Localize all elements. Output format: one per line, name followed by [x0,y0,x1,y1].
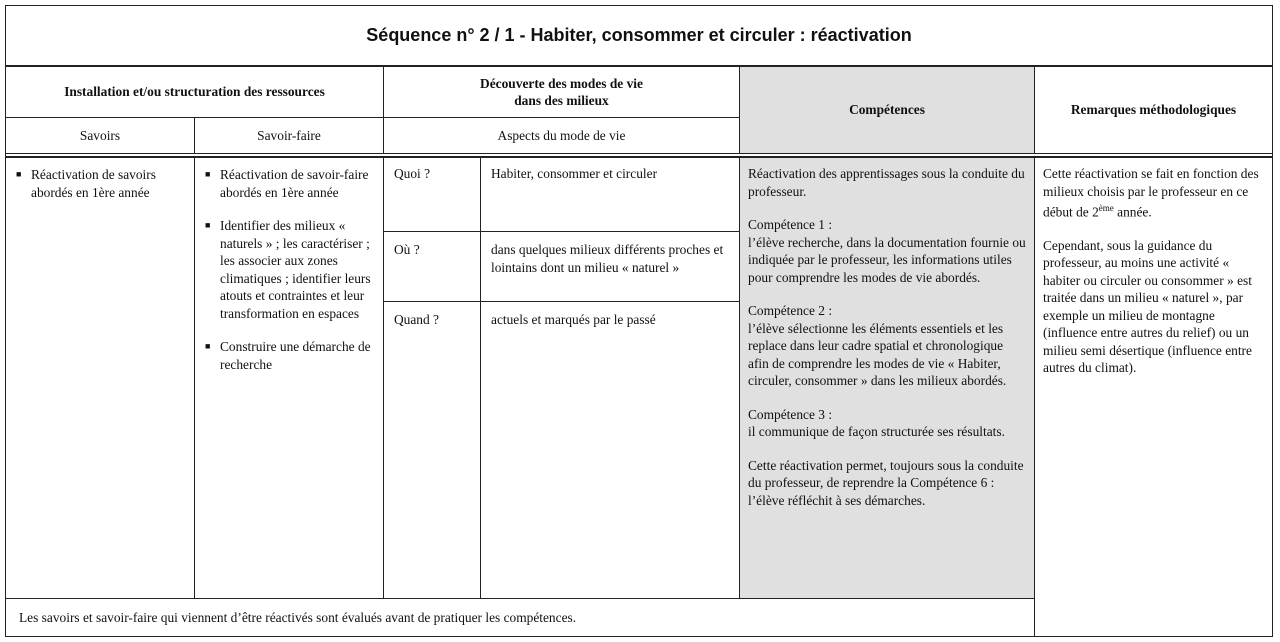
header-decouverte [383,66,740,118]
footer-cell [5,598,1035,637]
aspect-label-ou [383,231,481,302]
savoirs-cell [5,157,195,599]
header-competences-label: Compétences [849,102,925,118]
header-installation [5,66,384,118]
header-remarques [1034,66,1273,154]
footer-text: Les savoirs et savoir-faire qui viennent d’être réactivés sont évalués avant de pratiquer les compétences. [19,609,577,625]
remarque-text: Cette réactivation se fait en fonction des milieux choisis par le professeur en ce début de 2 [1043,166,1259,220]
savoir-faire-item [205,338,373,373]
header-aspects-label: Aspects du mode de vie [497,127,626,143]
aspect-value-quand [480,301,740,599]
competence-paragraph: Compétence 3 : il communique de façon structurée ses résultats. [748,406,1005,439]
aspect-value: dans quelques milieux différents proches et lointains dont un milieu « naturel » [491,242,724,275]
aspect-label-quand [383,301,481,599]
bullet-icon: ■ [205,220,211,230]
header-decouverte-label: Découverte des modes de vie dans des milieux [480,76,643,108]
header-savoir-faire [194,117,384,154]
header-savoirs-label: Savoirs [79,127,121,143]
header-savoirs [5,117,195,154]
competence-paragraph: Compétence 2 : l’élève sélectionne les éléments essentiels et les replace dans leur cadre spatial et chronologique afin de comprendre les modes de vie « Habiter, circuler, consommer » dans les milieux abordés. [748,303,1007,388]
competences-cell [739,157,1035,599]
header-aspects [383,117,740,154]
header-remarques-label: Remarques méthodologiques [1070,102,1237,118]
savoir-faire-item-text: Réactivation de savoir-faire abordés en 1ère année [220,167,369,200]
header-savoir-faire-label: Savoir-faire [257,127,321,143]
aspect-label: Quand ? [394,312,439,327]
competence-paragraph: Réactivation des apprentissages sous la conduite du professeur. [748,166,1025,199]
aspect-value: actuels et marqués par le passé [491,312,656,327]
aspect-label: Quoi ? [394,166,431,181]
aspect-value: Habiter, consommer et circuler [491,166,658,181]
remarque-superscript: ème [1098,203,1114,213]
savoirs-item-text: Réactivation de savoirs abordés en 1ère année [31,167,156,200]
aspect-value-quoi [480,157,740,232]
competence-paragraph: Cette réactivation permet, toujours sous la conduite du professeur, de reprendre la Compétence 6 : l’élève réfléchit à ses démarches. [748,457,1024,508]
header-installation-label: Installation et/ou structuration des ressources [64,84,325,100]
bullet-icon: ■ [16,169,22,179]
savoir-faire-item-text: Construire une démarche de recherche [220,339,371,372]
remarque-text: année. [1113,204,1152,220]
savoir-faire-item [205,217,373,322]
header-competences [739,66,1035,154]
aspect-value-ou [480,231,740,302]
aspect-label: Où ? [394,242,420,257]
bullet-icon: ■ [205,169,211,179]
savoir-faire-item [205,166,373,201]
savoir-faire-item-text: Identifier des milieux « naturels » ; les caractériser ; les associer aux zones climatiques ; identifier leurs atouts et contraintes et leur transformation en espaces [220,218,371,321]
competence-paragraph: Compétence 1 : l’élève recherche, dans la documentation fournie ou indiquée par le professeur, les informations utiles pour comprendre les modes de vie abordés. [748,217,1026,285]
aspect-label-quoi [383,157,481,232]
savoir-faire-cell [194,157,384,599]
remarque-paragraph: Cependant, sous la guidance du professeur, au moins une activité « habiter ou circuler ou consommer » est traitée dans un milieu « naturel », par exemple un milieu de montagne (influence entre autres du relief) ou un milieu semi désertique (influence entre autres du climat). [1043,237,1252,376]
sequence-title: Séquence n° 2 / 1 - Habiter, consommer et circuler : réactivation [5,5,1273,66]
remarque-paragraph [1043,165,1264,221]
bullet-icon: ■ [205,341,211,351]
remarques-cell [1034,157,1273,637]
savoirs-item [16,166,186,201]
